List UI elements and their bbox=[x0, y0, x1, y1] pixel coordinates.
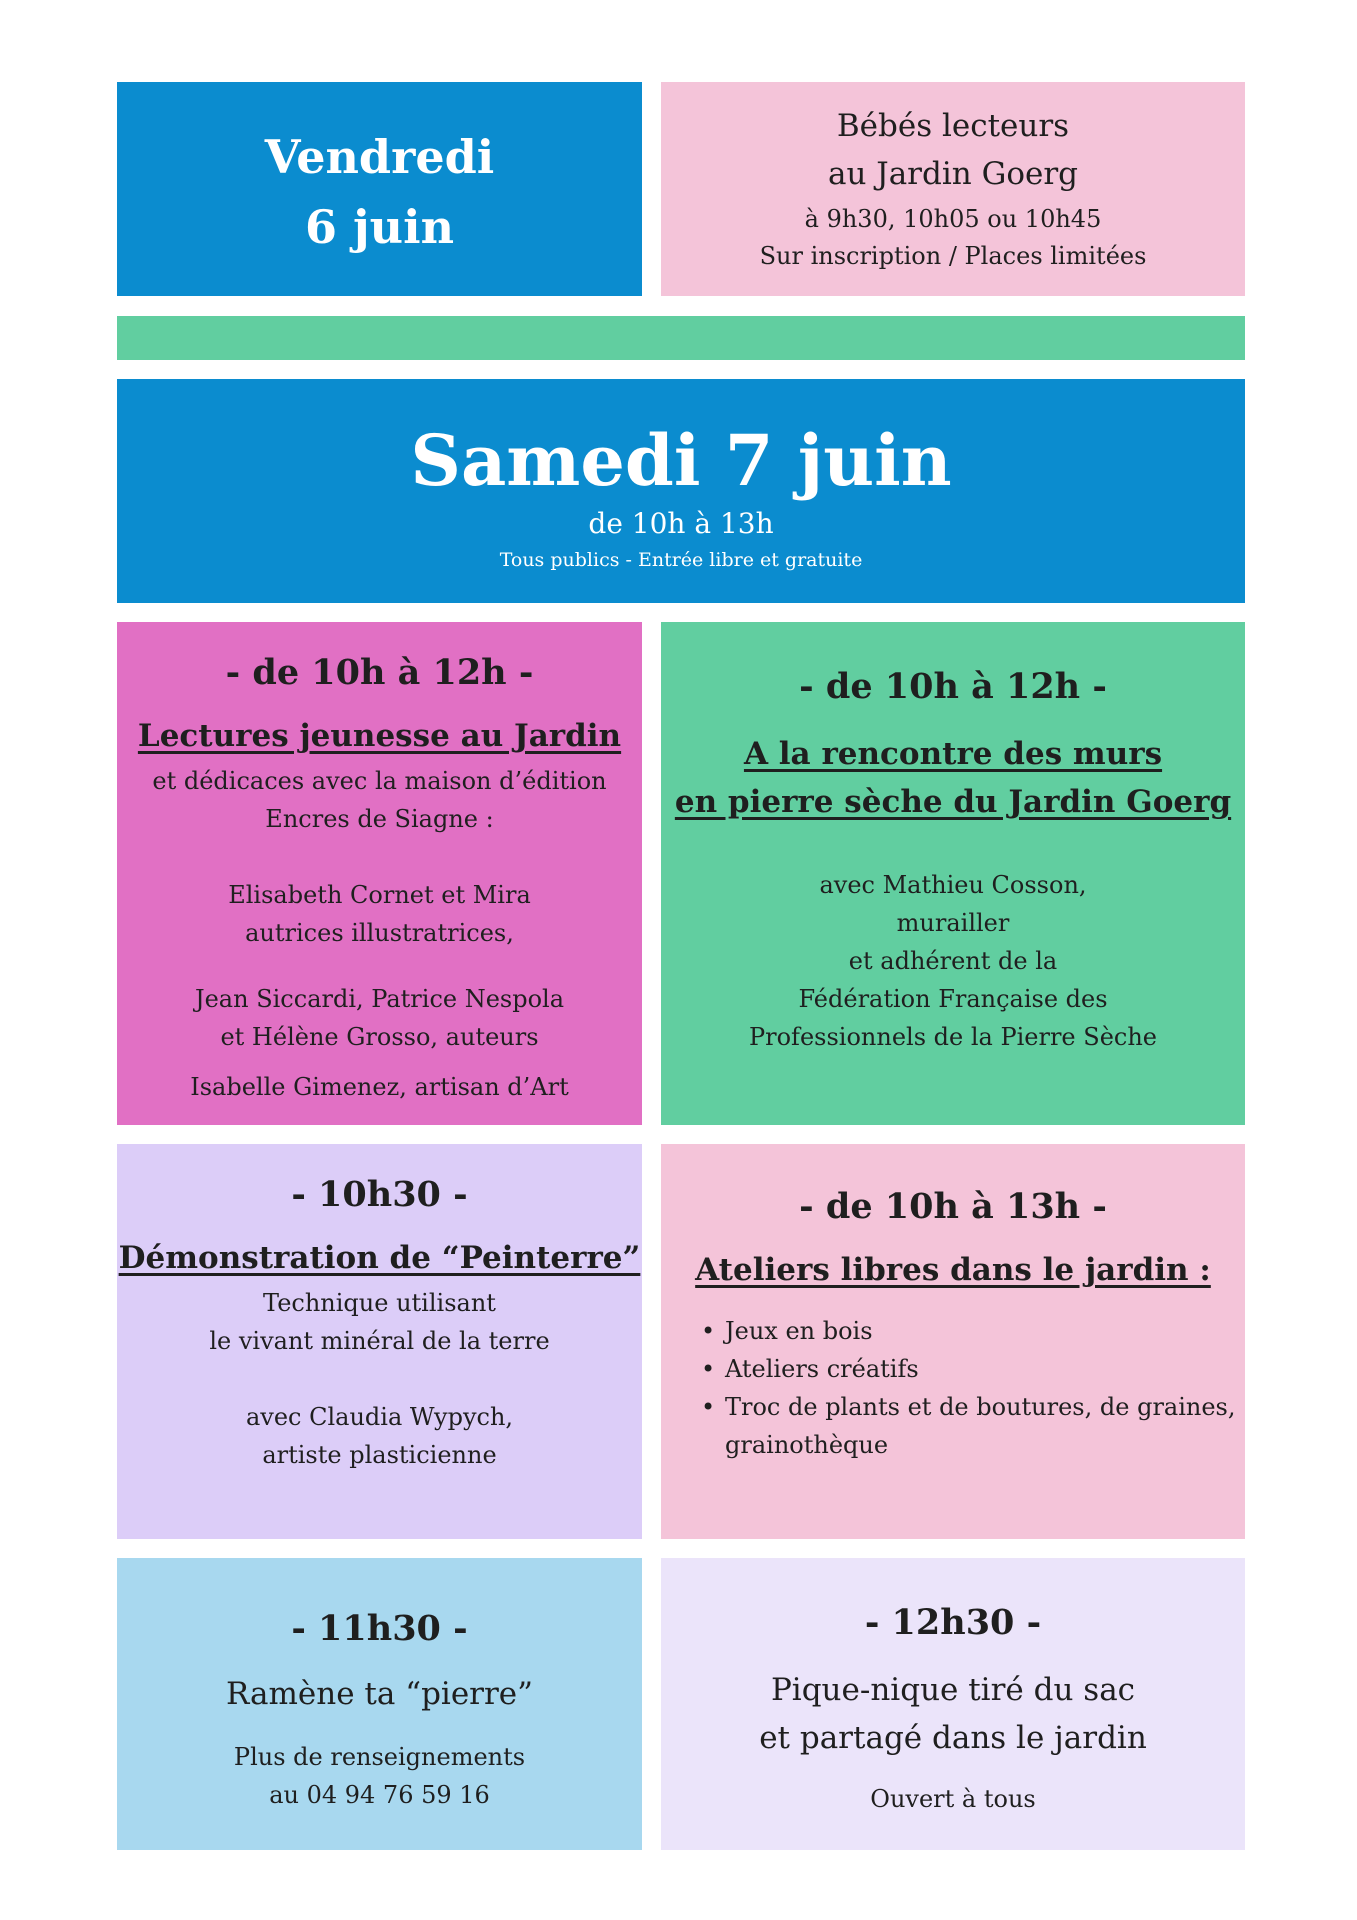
divider-stripe bbox=[117, 316, 1245, 360]
bullet-icon: • bbox=[701, 1393, 716, 1421]
bebes-title-line2: au Jardin Goerg bbox=[827, 156, 1079, 192]
friday-day: Vendredi bbox=[264, 130, 495, 184]
lectures-line7: Isabelle Gimenez, artisan d’Art bbox=[190, 1073, 569, 1101]
murs-block bbox=[661, 622, 1245, 1125]
list-item bbox=[701, 1312, 1236, 1350]
pierre-line1: Plus de renseignements bbox=[233, 1743, 526, 1771]
murs-line3: et adhérent de la bbox=[848, 947, 1058, 975]
pique-title-line1: Pique-nique tiré du sac bbox=[770, 1672, 1136, 1708]
bullet-icon: • bbox=[701, 1355, 716, 1383]
friday-block bbox=[117, 82, 642, 296]
saturday-block bbox=[117, 379, 1245, 603]
saturday-hours: de 10h à 13h bbox=[588, 507, 774, 540]
demo-line4: artiste plasticienne bbox=[262, 1441, 497, 1469]
lectures-time: - de 10h à 12h - bbox=[225, 652, 534, 693]
lectures-publisher bbox=[117, 762, 642, 838]
lectures-line3: Elisabeth Cornet et Mira bbox=[228, 881, 531, 909]
murs-title-line1: A la rencontre des murs bbox=[743, 736, 1163, 772]
pierre-time: - 11h30 - bbox=[291, 1608, 468, 1649]
ateliers-item: grainothèque bbox=[725, 1431, 889, 1459]
saturday-title: Samedi 7 juin bbox=[410, 419, 952, 502]
pique-time: - 12h30 - bbox=[864, 1602, 1042, 1643]
lectures-line1: et dédicaces avec la maison d’édition bbox=[152, 767, 607, 795]
lectures-line4: autrices illustratrices, bbox=[245, 919, 514, 947]
pierre-info bbox=[117, 1738, 642, 1814]
lectures-line5: Jean Siccardi, Patrice Nespola bbox=[194, 985, 565, 1013]
bullet-icon: • bbox=[701, 1317, 716, 1345]
ateliers-item: Jeux en bois bbox=[725, 1317, 873, 1345]
friday-date: 6 juin bbox=[304, 200, 455, 254]
list-item bbox=[701, 1388, 1236, 1426]
bebes-title-line1: Bébés lecteurs bbox=[836, 108, 1070, 144]
pique-info bbox=[661, 1780, 1245, 1818]
pierre-title: Ramène ta “pierre” bbox=[225, 1676, 534, 1712]
murs-line4: Fédération Française des bbox=[798, 985, 1108, 1013]
murs-line5: Professionnels de la Pierre Sèche bbox=[748, 1023, 1157, 1051]
demo-title: Démonstration de “Peinterre” bbox=[118, 1240, 641, 1276]
pique-title bbox=[661, 1666, 1245, 1762]
murs-time: - de 10h à 12h - bbox=[799, 666, 1107, 707]
ateliers-block bbox=[661, 1144, 1245, 1539]
lectures-line2: Encres de Siagne : bbox=[265, 805, 494, 833]
murs-title-line2: en pierre sèche du Jardin Goerg bbox=[674, 784, 1232, 820]
bebes-lecteurs-block bbox=[661, 82, 1245, 296]
lectures-block bbox=[117, 622, 642, 1125]
demo-line1: Technique utilisant bbox=[263, 1289, 496, 1317]
lectures-authors bbox=[117, 980, 642, 1056]
murs-description bbox=[661, 866, 1245, 1056]
saturday-public-note: Tous publics - Entrée libre et gratuite bbox=[499, 549, 863, 571]
list-item-continuation bbox=[701, 1426, 1236, 1464]
pierre-phone: au 04 94 76 59 16 bbox=[269, 1781, 490, 1809]
demo-line2: le vivant minéral de la terre bbox=[209, 1327, 550, 1355]
bebes-registration: Sur inscription / Places limitées bbox=[759, 242, 1147, 270]
ateliers-list bbox=[701, 1312, 1236, 1464]
demo-time: - 10h30 - bbox=[291, 1174, 468, 1215]
ateliers-time: - de 10h à 13h - bbox=[799, 1186, 1107, 1227]
demo-artist bbox=[117, 1398, 642, 1474]
pique-line1: Ouvert à tous bbox=[870, 1785, 1036, 1813]
ateliers-item: Troc de plants et de boutures, de graines, bbox=[725, 1393, 1236, 1421]
murs-line1: avec Mathieu Cosson, bbox=[819, 871, 1087, 899]
demo-technique bbox=[117, 1284, 642, 1360]
ateliers-item: Ateliers créatifs bbox=[725, 1355, 919, 1383]
ateliers-title: Ateliers libres dans le jardin : bbox=[695, 1252, 1211, 1288]
murs-line2: murailler bbox=[896, 909, 1010, 937]
pique-nique-block bbox=[661, 1558, 1245, 1850]
pierre-block bbox=[117, 1558, 642, 1850]
murs-title bbox=[661, 730, 1245, 826]
lectures-title: Lectures jeunesse au Jardin bbox=[137, 718, 622, 754]
demo-block bbox=[117, 1144, 642, 1539]
lectures-illustrators bbox=[117, 876, 642, 952]
list-item bbox=[701, 1350, 1236, 1388]
bebes-times: à 9h30, 10h05 ou 10h45 bbox=[804, 205, 1102, 233]
pique-title-line2: et partagé dans le jardin bbox=[759, 1720, 1147, 1756]
demo-line3: avec Claudia Wypych, bbox=[245, 1403, 514, 1431]
lectures-line6: et Hélène Grosso, auteurs bbox=[220, 1023, 539, 1051]
lectures-artisan bbox=[117, 1068, 642, 1106]
